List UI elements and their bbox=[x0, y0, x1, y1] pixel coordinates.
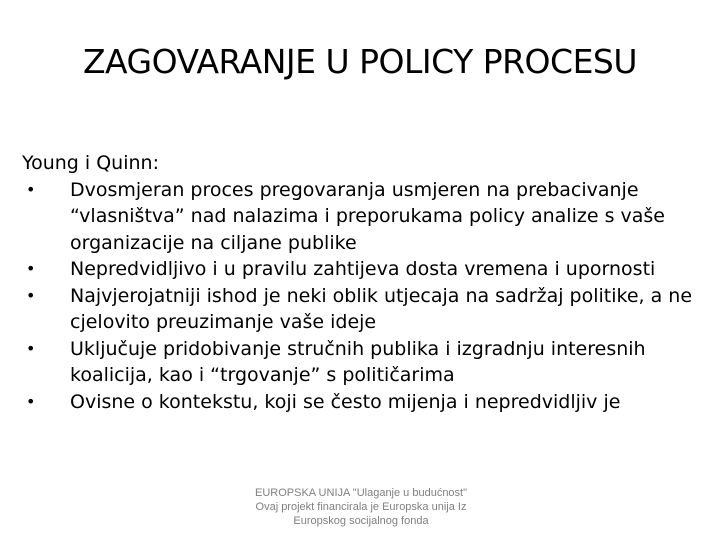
bullet-dot-icon: • bbox=[26, 259, 36, 278]
bullet-dot-icon: • bbox=[26, 338, 36, 358]
bullet-dot-icon: • bbox=[26, 179, 36, 199]
intro-line: Young i Quinn: bbox=[22, 152, 159, 174]
bullet-text: Najvjerojatniji ishod je neki oblik utjecaja na sadržaj politike, a ne cjelovito preuzimanje vaše ideje bbox=[70, 284, 693, 333]
bullet-item bbox=[22, 283, 702, 336]
bullet-text: Uključuje pridobivanje stručnih publika i izgradnju interesnih koalicija, kao i “trgovanje” s političarima bbox=[70, 337, 646, 386]
slide-content bbox=[22, 150, 702, 415]
bullet-item bbox=[22, 177, 702, 257]
slide-title: ZAGOVARANJE U POLICY PROCESU bbox=[82, 42, 638, 81]
bullet-list bbox=[22, 177, 702, 416]
bullet-dot-icon: • bbox=[26, 285, 36, 305]
footer-funding-note: EUROPSKA UNIJA "Ulaganje u budućnost" Ovaj projekt financirala je Europska unija Iz Europskog socijalnog fonda bbox=[254, 487, 468, 527]
bullet-item bbox=[22, 256, 702, 283]
bullet-text: Nepredvidljivo i u pravilu zahtijeva dosta vremena i upornosti bbox=[70, 258, 656, 280]
bullet-item bbox=[22, 336, 702, 389]
bullet-text: Dvosmjeran proces pregovaranja usmjeren na prebacivanje “vlasništva” nad nalazima i preporukama policy analize s vaše organizacije na ciljane publike bbox=[70, 178, 665, 254]
bullet-dot-icon: • bbox=[26, 391, 36, 411]
bullet-item bbox=[22, 389, 702, 416]
bullet-text: Ovisne o kontekstu, koji se često mijenja i nepredvidljiv je bbox=[70, 390, 621, 413]
